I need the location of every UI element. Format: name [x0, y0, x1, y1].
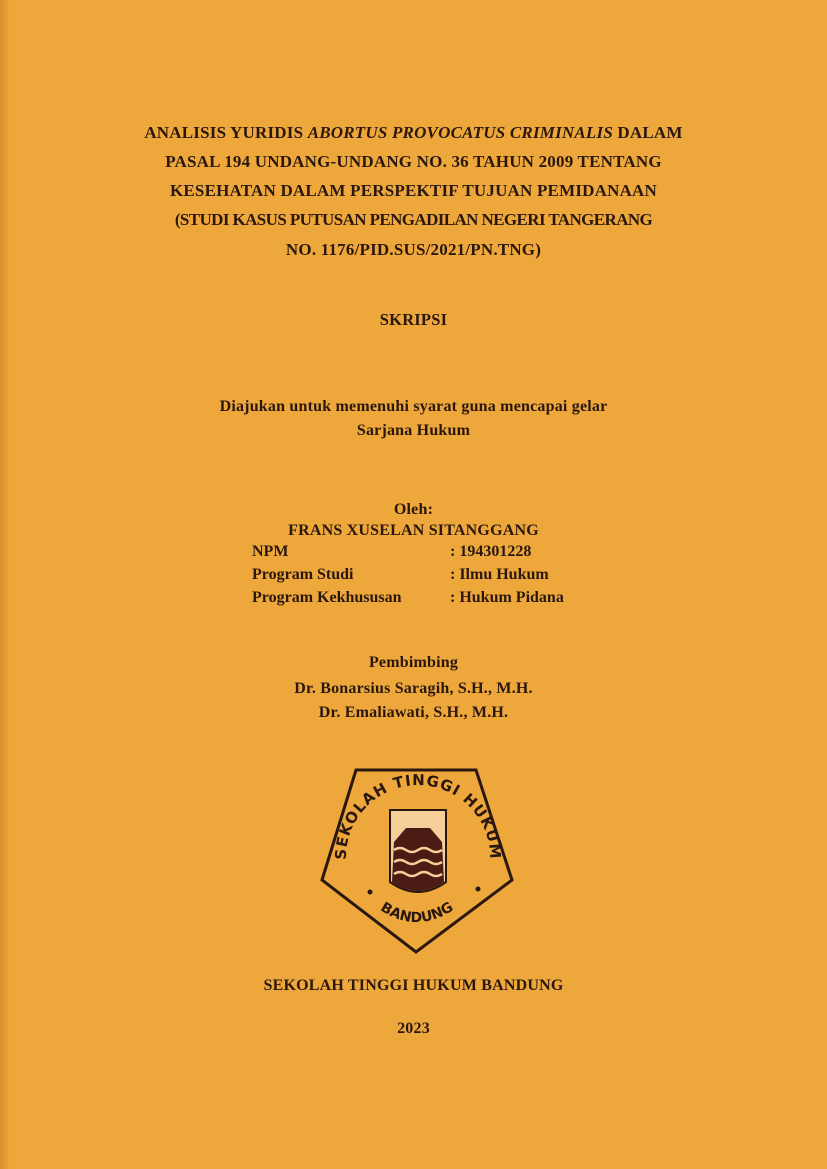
supervisor-2: Dr. Emaliawati, S.H., M.H. [318, 704, 509, 721]
institution-logo [318, 762, 518, 957]
supervisor-label: Pembimbing [368, 654, 459, 671]
institution-name: SEKOLAH TINGGI HUKUM BANDUNG [263, 977, 564, 994]
field-program-kekhususan [252, 589, 564, 607]
logo-bottom-text: BANDUNG [377, 899, 457, 927]
field-value: : 194301228 [450, 543, 532, 560]
shield-icon [390, 810, 446, 892]
title-line-2: PASAL 194 UNDANG-UNDANG NO. 36 TAHUN 2009 TENTANG [165, 152, 662, 171]
pentagon-emblem-icon [318, 762, 518, 957]
purpose-line-2: Sarjana Hukum [356, 422, 471, 439]
field-label: Program Studi [252, 566, 354, 583]
title-line-1 [0, 123, 827, 143]
title-text: DALAM [612, 123, 683, 142]
title-italic-term: ABORTUS PROVOCATUS CRIMINALIS [307, 123, 613, 142]
field-label: NPM [252, 543, 289, 560]
year: 2023 [397, 1020, 430, 1037]
field-value: : Hukum Pidana [450, 589, 564, 606]
logo-top-text: SEKOLAH TINGGI HUKUM [331, 771, 505, 861]
by-label: Oleh: [393, 501, 434, 518]
title-line-5: NO. 1176/PID.SUS/2021/PN.TNG) [285, 240, 542, 259]
title-line-3: KESEHATAN DALAM PERSPEKTIF TUJUAN PEMIDANAAN [169, 181, 658, 200]
field-label: Program Kekhususan [252, 589, 402, 606]
title-line-4: (STUDI KASUS PUTUSAN PENGADILAN NEGERI TANGERANG [174, 210, 653, 229]
document-type: SKRIPSI [379, 310, 448, 329]
field-value: : Ilmu Hukum [450, 566, 549, 583]
purpose-line-1: Diajukan untuk memenuhi syarat guna mencapai gelar [219, 398, 608, 415]
supervisor-1: Dr. Bonarsius Saragih, S.H., M.H. [294, 680, 533, 697]
field-npm [252, 543, 532, 561]
svg-text:BANDUNG [378, 899, 456, 926]
author-name: FRANS XUSELAN SITANGGANG [288, 522, 539, 539]
field-program-studi [252, 566, 549, 584]
title-text: ANALISIS YURIDIS [144, 123, 308, 142]
